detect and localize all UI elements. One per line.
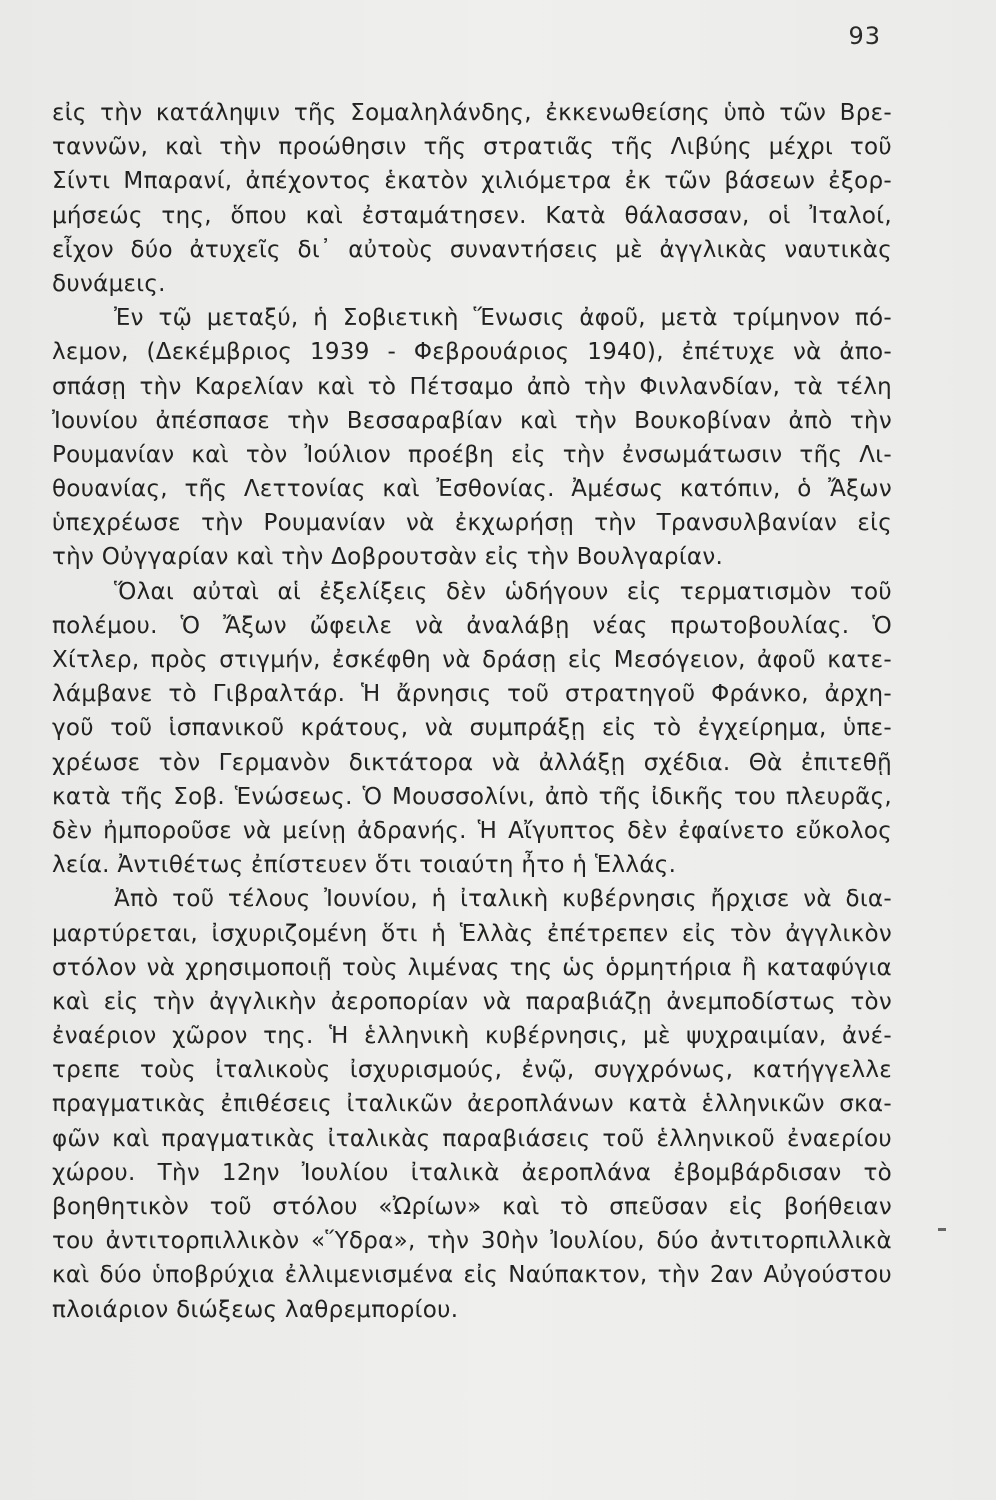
text-line: ἐναέριον χῶρον της. Ἡ ἑλληνικὴ κυβέρνησις, μὲ ψυχραιμίαν, ἀνέ- bbox=[52, 1023, 892, 1050]
text-line: πολέμου. Ὁ Ἄξων ὤφειλε νὰ ἀναλάβῃ νέας πρωτοβουλίας. Ὁ bbox=[52, 612, 892, 639]
text-line: Ἰουνίου ἀπέσπασε τὴν Βεσσαραβίαν καὶ τὴν Βουκοβίναν ἀπὸ τὴν bbox=[52, 407, 892, 434]
text-line: χώρου. Τὴν 12ην Ἰουλίου ἰταλικὰ ἀεροπλάνα ἐβομβάρδισαν τὸ bbox=[52, 1159, 892, 1186]
text-line: Χίτλερ, πρὸς στιγμήν, ἐσκέφθη νὰ δράσῃ εἰς Μεσόγειον, ἀφοῦ κατε- bbox=[52, 647, 892, 673]
text-line: στόλον νὰ χρησιμοποιῇ τοὺς λιμένας της ὡς ὁρμητήρια ἢ καταφύγια bbox=[52, 954, 892, 981]
text-line: μαρτύρεται, ἰσχυριζομένη ὅτι ἡ Ἑλλὰς ἐπέτρεπεν εἰς τὸν ἀγγλικὸν bbox=[52, 920, 892, 947]
text-line: ταννῶν, καὶ τὴν προώθησιν τῆς στρατιᾶς τῆς Λιβύης μέχρι τοῦ bbox=[52, 134, 892, 161]
text-line: θουανίας, τῆς Λεττονίας καὶ Ἐσθονίας. Ἀμέσως κατόπιν, ὁ Ἄξων bbox=[52, 476, 892, 503]
text-line: Ρουμανίαν καὶ τὸν Ἰούλιον προέβη εἰς τὴν ἐνσωμάτωσιν τῆς Λι- bbox=[52, 441, 892, 468]
text-line: μήσεώς της, ὅπου καὶ ἐσταμάτησεν. Κατὰ θάλασσαν, οἱ Ἰταλοί, bbox=[52, 202, 892, 229]
text-line: τρεπε τοὺς ἰταλικοὺς ἰσχυρισμούς, ἐνῷ, συγχρόνως, κατήγγελλε bbox=[52, 1057, 892, 1084]
text-line: Ἐν τῷ μεταξύ, ἡ Σοβιετικὴ Ἕνωσις ἀφοῦ, μετὰ τρίμηνον πό- bbox=[114, 305, 892, 332]
text-line: ὑπεχρέωσε τὴν Ρουμανίαν νὰ ἐκχωρήσῃ τὴν Τρανσυλβανίαν εἰς bbox=[52, 510, 892, 537]
text-line: βοηθητικὸν τοῦ στόλου «Ὠρίων» καὶ τὸ σπεῦσαν εἰς βοήθειαν bbox=[52, 1194, 892, 1220]
text-line: κατὰ τῆς Σοβ. Ἑνώσεως. Ὁ Μουσσολίνι, ἀπὸ τῆς ἰδικῆς του πλευρᾶς, bbox=[52, 783, 892, 810]
text-line: Ἀπὸ τοῦ τέλους Ἰουνίου, ἡ ἰταλικὴ κυβέρνησις ἤρχισε νὰ δια- bbox=[114, 886, 892, 913]
text-line: δυνάμεις. bbox=[52, 270, 166, 297]
page-number: 93 bbox=[848, 22, 881, 50]
margin-mark bbox=[938, 1228, 946, 1231]
text-line: καὶ εἰς τὴν ἀγγλικὴν ἀεροπορίαν νὰ παραβιάζῃ ἀνεμποδίστως τὸν bbox=[52, 988, 892, 1015]
text-line: του ἀντιτορπιλλικὸν «Ὕδρα», τὴν 30ὴν Ἰουλίου, δύο ἀντιτορπιλλικὰ bbox=[52, 1228, 892, 1255]
text-line: δὲν ἠμποροῦσε νὰ μείνῃ ἀδρανής. Ἡ Αἴγυπτος δὲν ἐφαίνετο εὔκολος bbox=[52, 817, 892, 844]
text-line: πλοιάριον διώξεως λαθρεμπορίου. bbox=[52, 1296, 459, 1323]
text-line: λεμον, (Δεκέμβριος 1939 - Φεβρουάριος 1940), ἐπέτυχε νὰ ἀπο- bbox=[52, 339, 892, 366]
body-text bbox=[52, 96, 892, 1327]
text-line: εἰς τὴν κατάληψιν τῆς Σομαληλάνδης, ἐκκενωθείσης ὑπὸ τῶν Βρε- bbox=[52, 100, 892, 126]
text-line: καὶ δύο ὑποβρύχια ἐλλιμενισμένα εἰς Ναύπακτον, τὴν 2αν Αὐγούστου bbox=[52, 1262, 892, 1289]
text-line: Σίντι Μπαρανί, ἀπέχοντος ἑκατὸν χιλιόμετρα ἐκ τῶν βάσεων ἐξορ- bbox=[52, 168, 892, 195]
text-line: σπάσῃ τὴν Καρελίαν καὶ τὸ Πέτσαμο ἀπὸ τὴν Φινλανδίαν, τὰ τέλη bbox=[52, 373, 892, 400]
text-line: πραγματικὰς ἐπιθέσεις ἰταλικῶν ἀεροπλάνων κατὰ ἑλληνικῶν σκα- bbox=[52, 1091, 892, 1118]
text-line: τὴν Οὐγγαρίαν καὶ τὴν Δοβρουτσὰν εἰς τὴν Βουλγαρίαν. bbox=[52, 544, 724, 571]
text-line: Ὅλαι αὐταὶ αἱ ἐξελίξεις δὲν ὡδήγουν εἰς τερματισμὸν τοῦ bbox=[114, 578, 892, 605]
text-line: λάμβανε τὸ Γιβραλτάρ. Ἡ ἄρνησις τοῦ στρατηγοῦ Φράνκο, ἀρχη- bbox=[52, 681, 892, 708]
text-line: γοῦ τοῦ ἱσπανικοῦ κράτους, νὰ συμπράξῃ εἰς τὸ ἐγχείρημα, ὑπε- bbox=[52, 715, 892, 742]
text-line: εἶχον δύο ἀτυχεῖς δι᾿ αὐτοὺς συναντήσεις μὲ ἀγγλικὰς ναυτικὰς bbox=[52, 236, 892, 263]
text-line: φῶν καὶ πραγματικὰς ἰταλικὰς παραβιάσεις τοῦ ἑλληνικοῦ ἐναερίου bbox=[52, 1125, 892, 1152]
text-line: λεία. Ἀντιθέτως ἐπίστευεν ὅτι τοιαύτη ἦτο ἡ Ἑλλάς. bbox=[52, 852, 677, 879]
text-line: χρέωσε τὸν Γερμανὸν δικτάτορα νὰ ἀλλάξῃ σχέδια. Θὰ ἐπιτεθῇ bbox=[52, 749, 892, 776]
